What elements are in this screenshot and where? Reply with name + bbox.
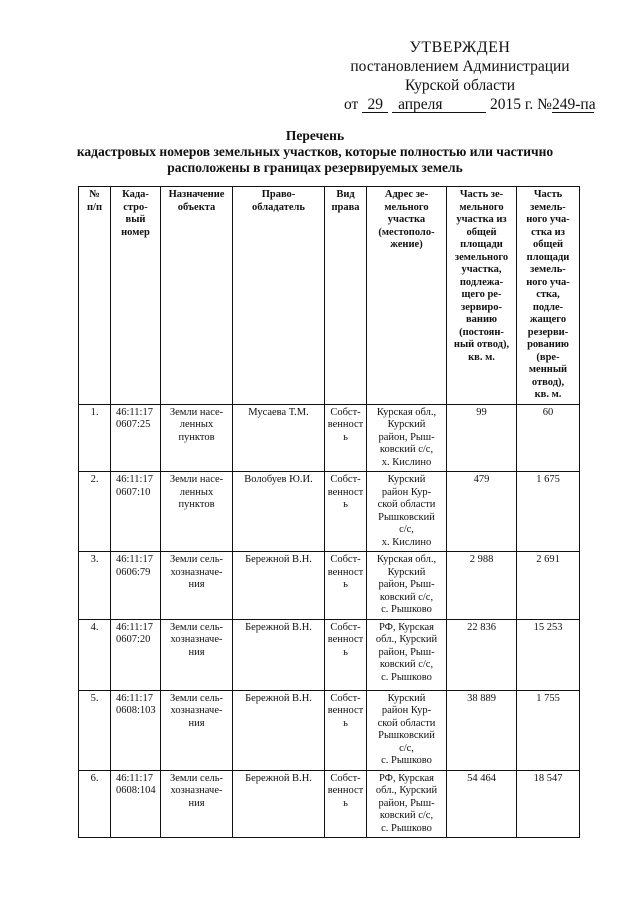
address: Курский район Кур- ской области Рышковский с/с, х. Кислино: [367, 472, 447, 552]
cadastral-number: 46:11:17 0607:25: [111, 404, 161, 472]
approval-date-line: [330, 95, 596, 114]
cadastral-number: 46:11:17 0607:20: [111, 619, 161, 690]
document-subtitle-line-1: кадастровых номеров земельных участков, которые полностью или частично: [76, 144, 554, 159]
owner: Бережной В.Н.: [233, 690, 325, 770]
table-row: [79, 404, 580, 472]
header-cadastral-number: Када- стро- вый номер: [111, 187, 161, 405]
cadastral-number: 46:11:17 0608:103: [111, 690, 161, 770]
right-type: Собст- венность: [325, 552, 367, 620]
temporary-area: 2 691: [517, 552, 580, 620]
header-right-type: Вид права: [325, 187, 367, 405]
land-purpose: Земли насе- ленных пунктов: [161, 404, 233, 472]
header-owner: Право- обладатель: [233, 187, 325, 405]
cadastral-table: [78, 186, 580, 838]
right-type: Собст- венность: [325, 619, 367, 690]
address: РФ, Курская обл., Курский район, Рыш- ковский с/с, с. Рышково: [367, 619, 447, 690]
approval-date-prefix: от: [344, 96, 359, 113]
permanent-area: 99: [447, 404, 517, 472]
approval-title: УТВЕРЖДЕН: [409, 39, 511, 56]
right-type: Собст- венность: [325, 690, 367, 770]
row-number: 6.: [79, 770, 111, 838]
permanent-area: 479: [447, 472, 517, 552]
temporary-area: 1 755: [517, 690, 580, 770]
cadastral-number: 46:11:17 0606:79: [111, 552, 161, 620]
address: РФ, Курская обл., Курский район, Рыш- ковский с/с, с. Рышково: [367, 770, 447, 838]
row-number: 2.: [79, 472, 111, 552]
temporary-area: 1 675: [517, 472, 580, 552]
land-purpose: Земли сель- хозназначе- ния: [161, 690, 233, 770]
document-title: Перечень: [285, 128, 345, 143]
approval-line-1: постановлением Администрации: [350, 58, 570, 75]
permanent-area: 22 836: [447, 619, 517, 690]
approval-month: апреля: [392, 97, 486, 113]
row-number: 1.: [79, 404, 111, 472]
land-purpose: Земли сель- хозназначе- ния: [161, 552, 233, 620]
row-number: 5.: [79, 690, 111, 770]
owner: Бережной В.Н.: [233, 552, 325, 620]
document-subtitle-line-2: расположены в границах резервируемых земель: [167, 160, 463, 175]
land-purpose: Земли насе- ленных пунктов: [161, 472, 233, 552]
permanent-area: 54 464: [447, 770, 517, 838]
right-type: Собст- венность: [325, 770, 367, 838]
land-purpose: Земли сель- хозназначе- ния: [161, 619, 233, 690]
owner: Бережной В.Н.: [233, 619, 325, 690]
temporary-area: 15 253: [517, 619, 580, 690]
address: Курская обл., Курский район, Рыш- ковский с/с, с. Рышково: [367, 552, 447, 620]
permanent-area: 2 988: [447, 552, 517, 620]
cadastral-number: 46:11:17 0608:104: [111, 770, 161, 838]
header-permanent-area: Часть зе- мельного участка из общей площади земельного участка, подлежа- щего ре- зервиро- ванию (постоян- ный отвод), кв. м.: [447, 187, 517, 405]
address: Курская обл., Курский район, Рыш- ковский с/с, х. Кислино: [367, 404, 447, 472]
cadastral-number: 46:11:17 0607:10: [111, 472, 161, 552]
temporary-area: 60: [517, 404, 580, 472]
approval-line-2: Курской области: [404, 77, 516, 94]
permanent-area: 38 889: [447, 690, 517, 770]
header-temporary-area: Часть земель- ного уча- стка из общей площади земель- ного уча- стка, подле- жащего резерви- рованию (вре- менный отвод), кв. м.: [517, 187, 580, 405]
approval-year: 2015 г. №: [489, 96, 552, 113]
header-purpose: Назначение объекта: [161, 187, 233, 405]
approval-stamp: [330, 38, 596, 114]
owner: Мусаева Т.М.: [233, 404, 325, 472]
temporary-area: 18 547: [517, 770, 580, 838]
document-title-block: [60, 128, 570, 176]
header-address: Адрес зе- мельного участка (местополо- жение): [367, 187, 447, 405]
row-number: 4.: [79, 619, 111, 690]
right-type: Собст- венность: [325, 404, 367, 472]
table-row: [79, 619, 580, 690]
header-number: № п/п: [79, 187, 111, 405]
table-row: [79, 472, 580, 552]
owner: Бережной В.Н.: [233, 770, 325, 838]
right-type: Собст- венность: [325, 472, 367, 552]
table-row: [79, 770, 580, 838]
table-header-row: [79, 187, 580, 405]
approval-day: 29: [362, 97, 388, 113]
approval-number: 249-па: [551, 96, 596, 113]
table-row: [79, 552, 580, 620]
table-row: [79, 690, 580, 770]
address: Курский район Кур- ской области Рышковский с/с, с. Рышково: [367, 690, 447, 770]
land-purpose: Земли сель- хозназначе- ния: [161, 770, 233, 838]
row-number: 3.: [79, 552, 111, 620]
owner: Волобуев Ю.И.: [233, 472, 325, 552]
